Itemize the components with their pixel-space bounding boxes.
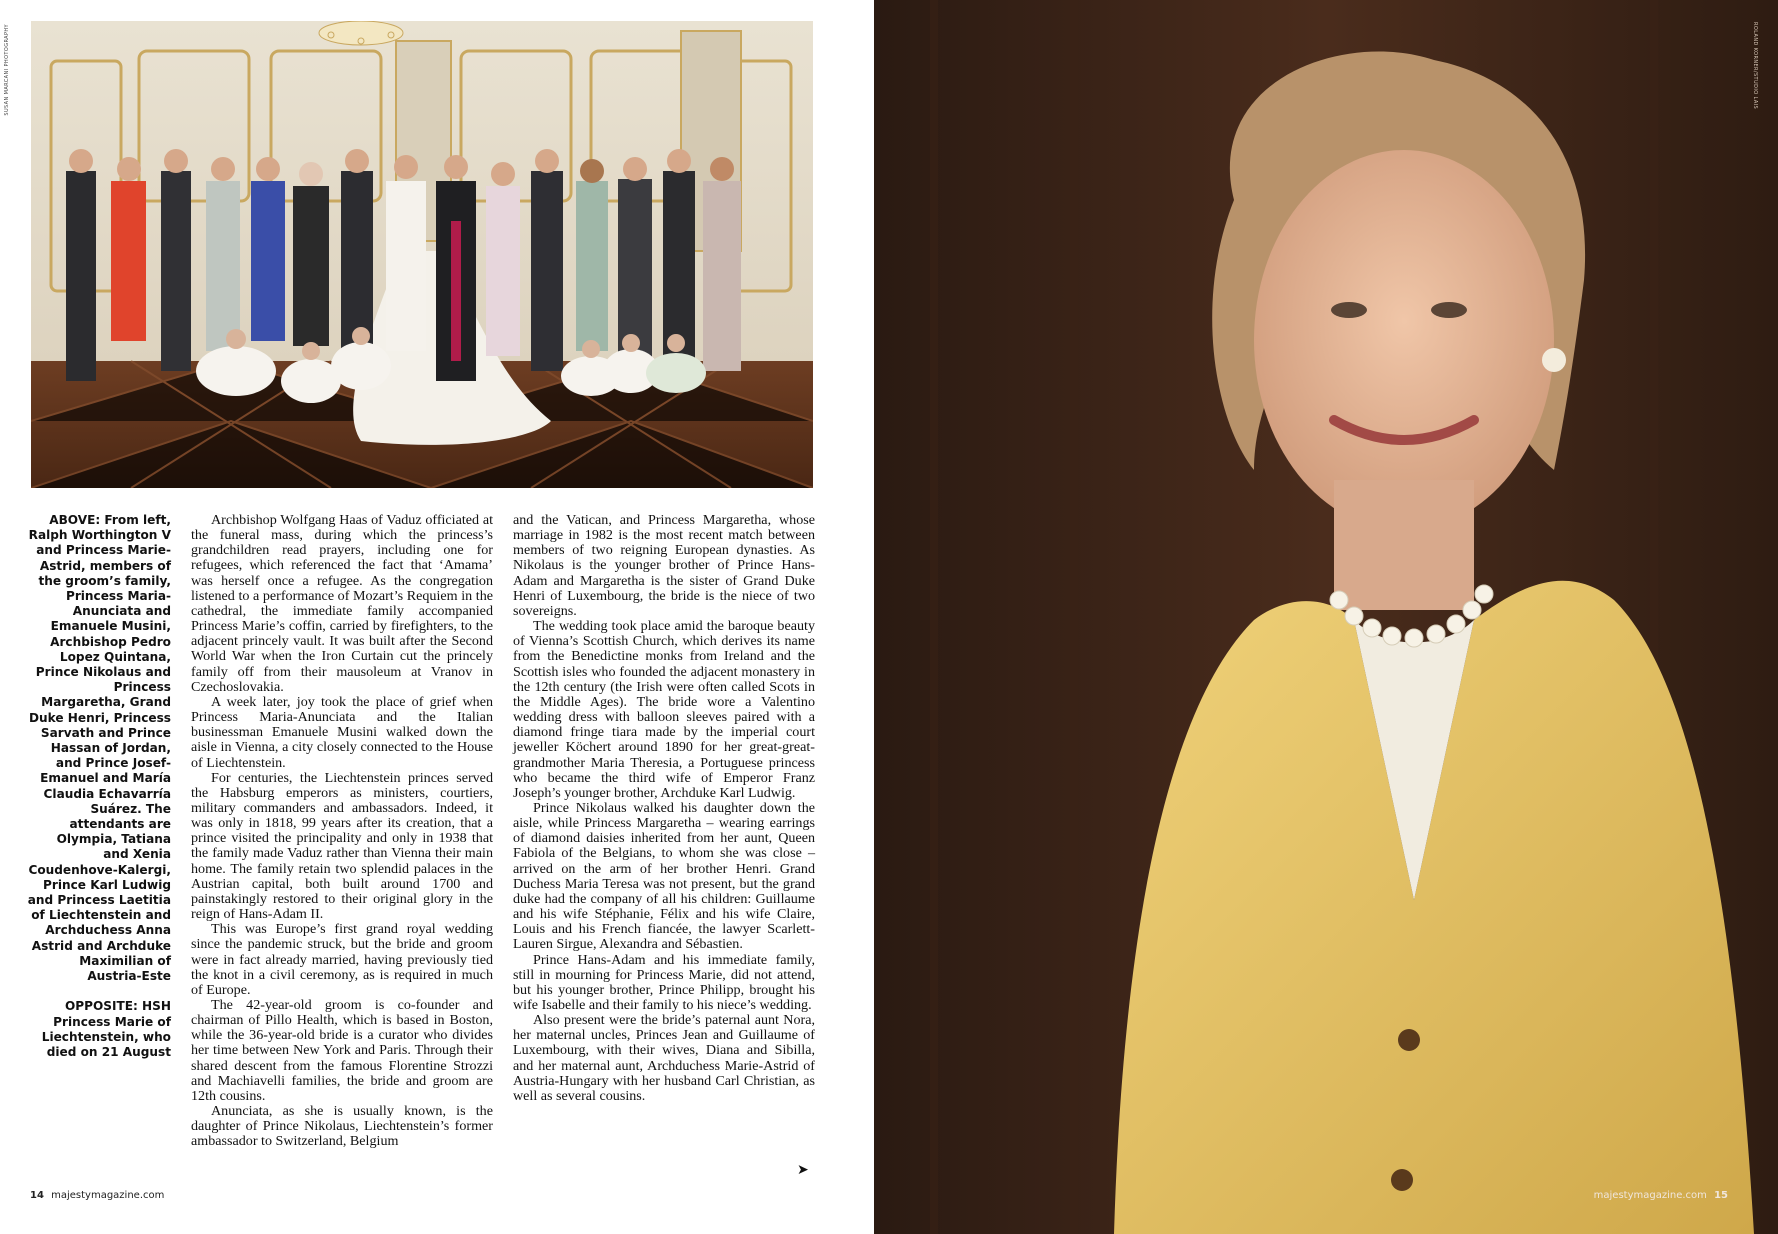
paragraph: Also present were the bride’s paternal aunt Nora, her maternal uncles, Princes Jean and Guillaume of Luxembourg, with their wives, Diana and Sibilla, and her maternal aunt, Archduchess Marie-Astrid of Austria-Hungary with her husband Carl Christian, as well as several cousins. xyxy=(513,1012,815,1104)
article-column-1 xyxy=(191,513,493,1150)
paragraph: This was Europe’s first grand royal wedding since the pandemic struck, but the bride and groom were in fact already married, having previously tied the knot in a civil ceremony, as is required in much of Europe. xyxy=(191,921,493,998)
paragraph: Prince Nikolaus walked his daughter down the aisle, while Princess Margaretha – wearing earrings of diamond daisies inherited from her aunt, Queen Fabiola of the Belgians, to whom she was close – arrived on the arm of her brother Henri. Grand Duchess Maria Teresa was not present, but the grand duke had the company of all his children: Guillaume and his wife Stéphanie, Félix and his wife Claire, Louis and his French fiancée, the lawyer Scarlett-Lauren Sirgue, Alexandra and Sébastien. xyxy=(513,799,815,953)
photo-credit-left: SUSAN MARCANI PHOTOGRAPHY xyxy=(4,24,10,116)
continue-arrow-icon: ➤ xyxy=(797,1162,809,1178)
site-url-right: majestymagazine.com xyxy=(1593,1190,1707,1201)
caption-opposite: OPPOSITE: HSH Princess Marie of Liechtenstein, who died on 21 August xyxy=(41,999,171,1059)
paragraph: The wedding took place amid the baroque beauty of Vienna’s Scottish Church, which derives its name from the Benedictine monks from Ireland and the Scottish isles who founded the adjacent monastery in the 12th century (the Irish were often called Scots in the Middle Ages). The bride wore a Valentino wedding dress with balloon sleeves paired with a diamond fringe tiara made by the imperial court jeweller Köchert around 1890 for her great-great-grandmother Maria Theresia, a Portuguese princess who became the third wife of Emperor Franz Joseph’s younger brother, Archduke Karl Ludwig. xyxy=(513,618,815,801)
page-number-left: 14 xyxy=(30,1190,44,1201)
left-page xyxy=(0,0,874,1234)
paragraph: Archbishop Wolfgang Haas of Vaduz officiated at the funeral mass, during which the princess’s grandchildren read prayers, including one for refugees, which referenced the fact that ‘Amama’ was herself once a refugee. As the congregation listened to a performance of Mozart’s Requiem in the cathedral, the immediate family accompanied Princess Marie’s coffin, carried by firefighters, to the adjacent princely vault. It was built after the Second World War when the Iron Curtain cut the princely family off from their mausoleum at Vranov in Czechoslovakia. xyxy=(191,512,493,695)
caption-above: ABOVE: From left, Ralph Worthington V and Princess Marie-Astrid, members of the groom’s family, Princess Maria-Anunciata and Emanuele Musini, Archbishop Pedro Lopez Quintana, Prince Nikolaus and Princess Margaretha, Grand Duke Henri, Princess Sarvath and Prince Hassan of Jordan, and Prince Josef-Emanuel and María Claudia Echavarría Suárez. The attendants are Olympia, Tatiana and Xenia Coudenhove-Kalergi, Prince Karl Ludwig and Princess Laetitia of Liechtenstein and Archduchess Anna Astrid and Archduke Maximilian of Austria-Este xyxy=(27,513,171,984)
article-column-2 xyxy=(513,513,815,1104)
right-page xyxy=(874,0,1778,1234)
paragraph: For centuries, the Liechtenstein princes served the Habsburg emperors as ministers, courtiers, military commanders and ambassadors. Indeed, it was only in 1818, 99 years after its creation, that a prince visited the principality and only in 1938 that the family made Vaduz rather than Vienna their main home. The family retain two splendid palaces in the Austrian capital, both built around 1700 and painstakingly restored to their original glory in the reign of Hans-Adam II. xyxy=(191,769,493,923)
paragraph: and the Vatican, and Princess Margaretha, whose marriage in 1982 is the most recent match between members of two reigning European dynasties. As Nikolaus is the younger brother of Prince Hans-Adam and Margaretha is the sister of Grand Duke Henri of Luxembourg, the bride is the niece of two sovereigns. xyxy=(513,512,815,619)
photo-caption xyxy=(27,513,171,1060)
portrait-photo xyxy=(874,0,1778,1234)
paragraph: A week later, joy took the place of grief when Princess Maria-Anunciata and the Italian businessman Emanuele Musini walked down the aisle in Vienna, a city closely connected to the House of Liechtenstein. xyxy=(191,693,493,771)
photo-credit-right: ROLAND KORNER/STUDIO LAIS xyxy=(1752,22,1758,110)
footer-left xyxy=(30,1190,164,1201)
footer-right xyxy=(1594,1190,1728,1201)
paragraph: The 42-year-old groom is co-founder and chairman of Pillo Health, which is based in Boston, while the 36-year-old bride is a curator who divides her time between New York and Paris. Through their shared descent from the famous Florentine Strozzi and Machiavelli families, the bride and groom are 12th cousins. xyxy=(191,997,493,1104)
paragraph: Prince Hans-Adam and his immediate family, still in mourning for Princess Marie, did not attend, but his younger brother, Prince Philipp, brought his wife Isabelle and their family to his niece’s wedding. xyxy=(513,951,815,1013)
page-number-right: 15 xyxy=(1714,1190,1728,1201)
site-url-left: majestymagazine.com xyxy=(51,1190,165,1201)
paragraph: Anunciata, as she is usually known, is the daughter of Prince Nikolaus, Liechtenstein’s former ambassador to Switzerland, Belgium xyxy=(191,1103,493,1150)
wedding-group-photo xyxy=(31,21,813,488)
